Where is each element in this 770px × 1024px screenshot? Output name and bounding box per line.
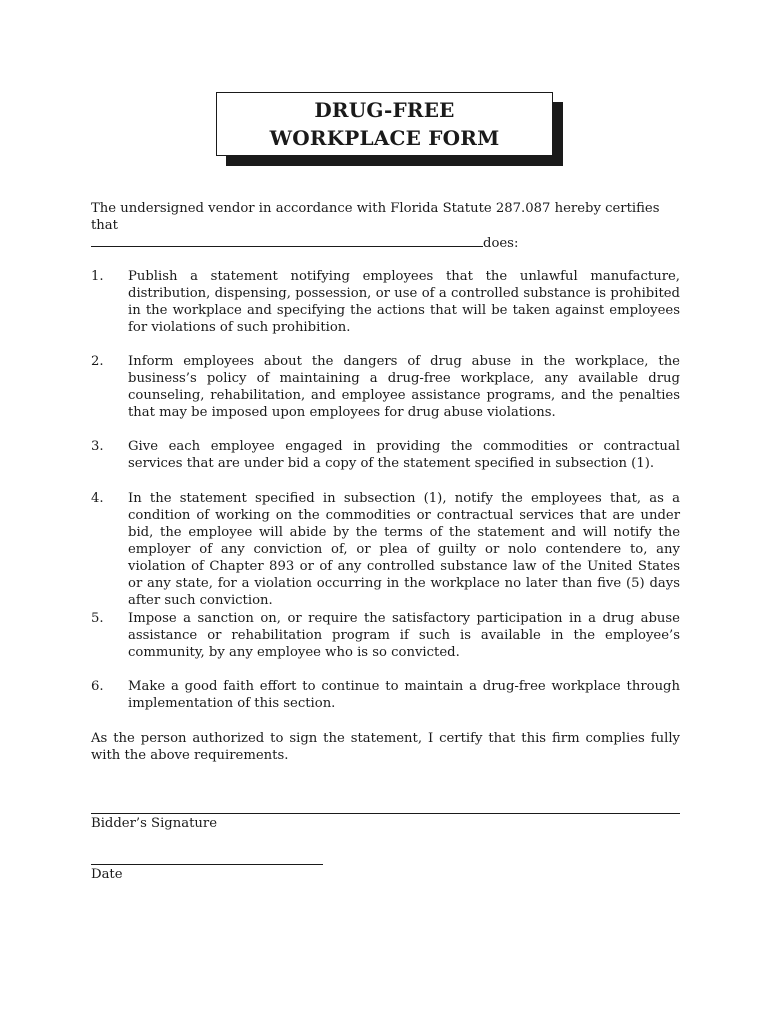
list-item <box>91 678 680 712</box>
list-item-number: 3. <box>91 439 104 454</box>
title-box <box>216 92 553 156</box>
list-item-text: Make a good faith effort to continue to maintain a drug-free workplace through implementation of this section. <box>128 679 680 711</box>
vendor-name-blank[interactable] <box>91 234 483 247</box>
title-block <box>216 92 553 156</box>
list-item-text: Give each employee engaged in providing the commodities or contractual services that are under bid a copy of the statement specified in subsection (1). <box>128 439 680 471</box>
list-item-text: Inform employees about the dangers of drug abuse in the workplace, the business’s policy of maintaining a drug-free workplace, any available drug counseling, rehabilitation, and employee assistance programs, and the penalties that may be imposed upon employees for drug abuse violations. <box>128 354 680 420</box>
list-item <box>91 490 680 609</box>
list-item-number: 4. <box>91 491 104 506</box>
certification-statement: As the person authorized to sign the statement, I certify that this firm complies fully with the above requirements. <box>91 731 680 763</box>
does-label: does: <box>483 236 519 251</box>
list-item-number: 6. <box>91 679 104 694</box>
signature-line[interactable] <box>91 813 680 814</box>
list-item-number: 1. <box>91 269 104 284</box>
list-item <box>91 353 680 421</box>
signature-label: Bidder’s Signature <box>91 816 218 831</box>
list-item-number: 2. <box>91 354 104 369</box>
list-item <box>91 438 680 472</box>
list-item <box>91 268 680 336</box>
list-item-number: 5. <box>91 611 104 626</box>
list-item-text: Impose a sanction on, or require the satisfactory participation in a drug abuse assistance or rehabilitation program if such is available in the employee’s community, by any employee who is so convicted. <box>128 611 680 660</box>
vendor-name-line <box>91 234 680 252</box>
title-line-2: WORKPLACE FORM <box>269 126 500 150</box>
title-line-1: DRUG-FREE <box>314 98 455 122</box>
list-item <box>91 610 680 661</box>
list-item-text: Publish a statement notifying employees that the unlawful manufacture, distribution, dispensing, possession, or use of a controlled substance is prohibited in the workplace and specifying the actions that will be taken against employees for violations of such prohibition. <box>128 269 680 335</box>
date-label: Date <box>91 867 123 882</box>
list-item-text: In the statement specified in subsection (1), notify the employees that, as a condition of working on the commodities or contractual services that are under bid, the employee will abide by the terms of the statement and will notify the employer of any conviction of, or plea of guilty or nolo contendere to, any violation of Chapter 893 or of any controlled substance law of the United States or any state, for a violation occurring in the workplace no later than five (5) days after such conviction. <box>128 491 680 608</box>
intro-statement: The undersigned vendor in accordance with Florida Statute 287.087 hereby certifies that <box>91 201 660 233</box>
date-line[interactable] <box>91 864 323 865</box>
